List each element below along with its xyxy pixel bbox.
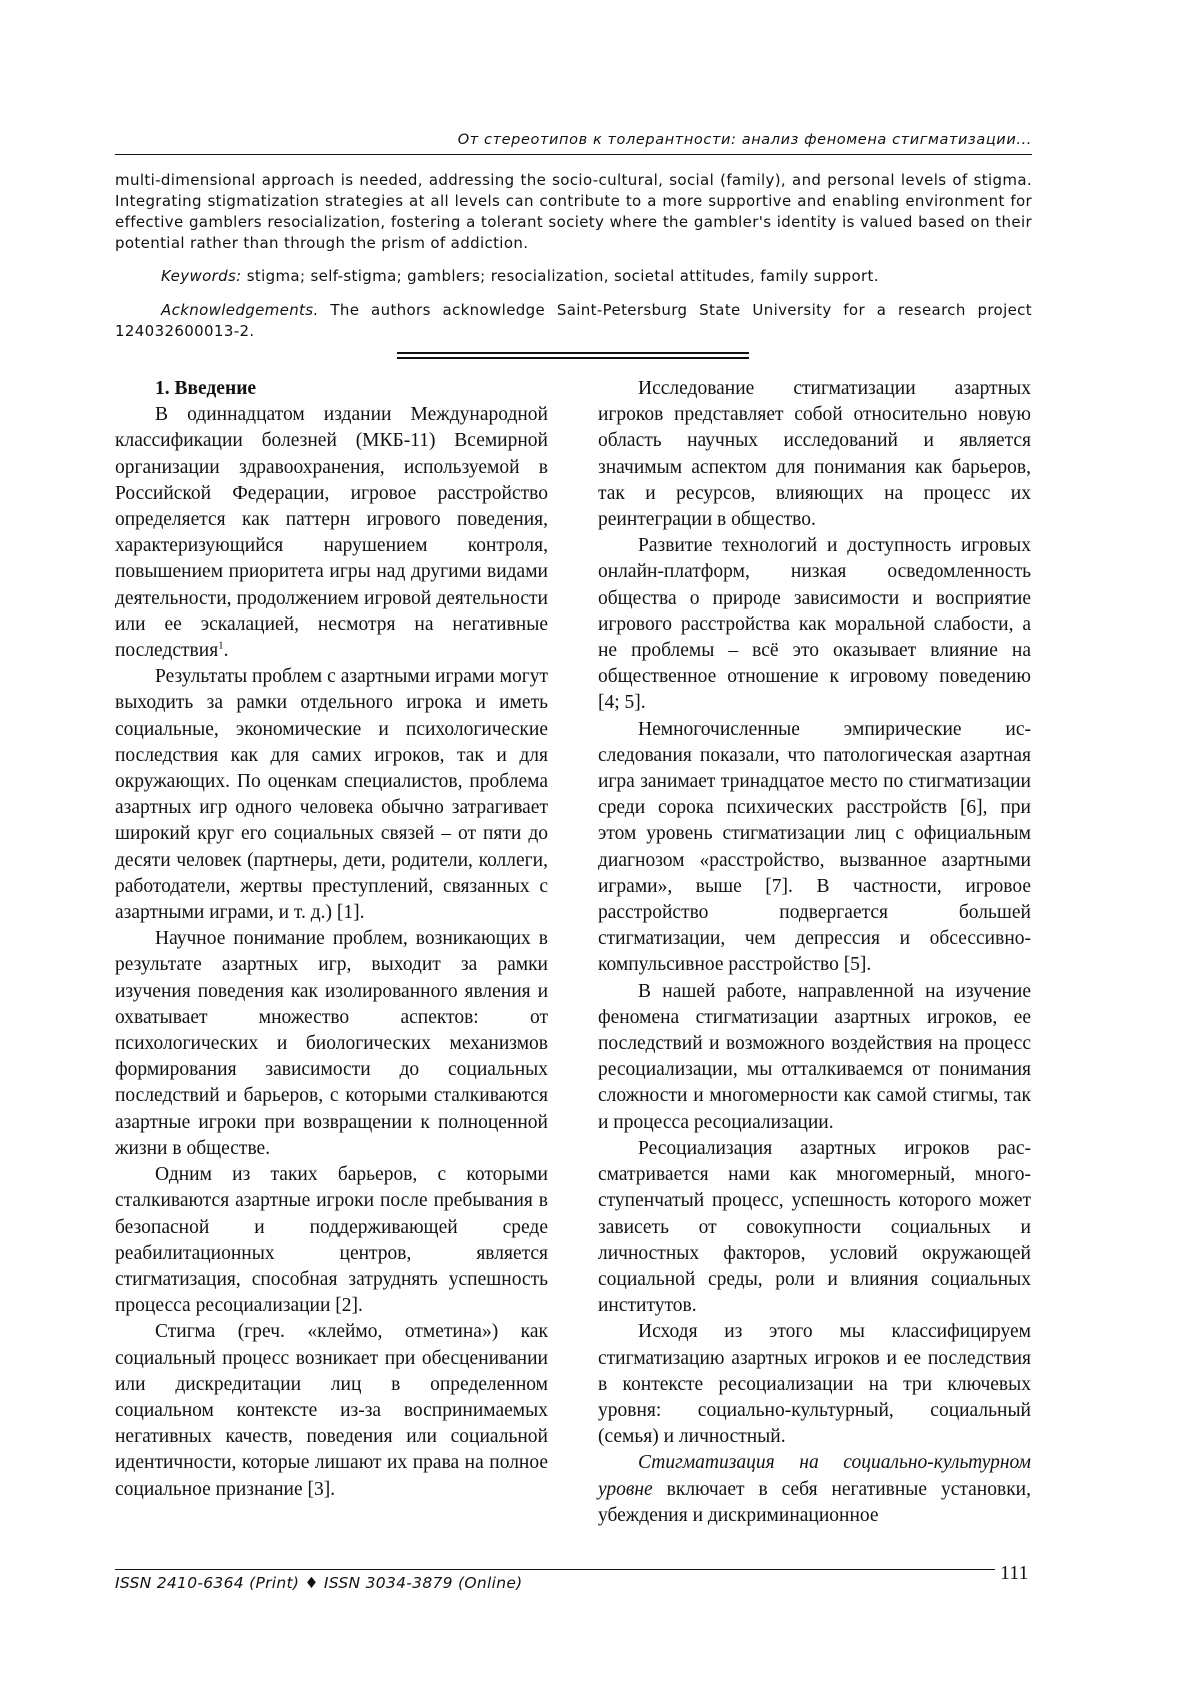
- footer-rule: [115, 1569, 995, 1570]
- issn-footer: ISSN 2410-6364 (Print) ♦ ISSN 3034-3879 (Online): [115, 1574, 523, 1592]
- left-column: [115, 376, 548, 1503]
- paragraph: [598, 1450, 1031, 1529]
- paragraph: Немногочисленные эмпирические исследования показали, что патологическая азартная игра занимает тринадцатое место по стигматизации среди сорока психических расстройств [6], при этом уровень стигматизации лиц с официальным диагнозом «расстройство, вызванное азартными играми», выше [7]. В частности, игровое расстройство подвергается большей стигматизации, чем депрессия и обсессивно-компульсивное расстройство [5].: [598, 718, 1031, 976]
- paragraph-text: В одиннадцатом издании Международной классификации болезней (МКБ-11) Всемирной организации здравоохранения, используемой в Российской Федерации, игровое расстройство определяется как паттерн игрового поведения, характеризующийся нарушением контроля, повышением приоритета игры над другими видами деятельности, продолжением игровой деятельности или ее эскалацией, несмотря на негативные последствия: [115, 404, 548, 662]
- paragraph: Стигма (греч. «клеймо, отметина») как социальный процесс возникает при обесценивании или дискредитации лиц в определенном социальном контексте из-за воспринимаемых негативных качеств, поведения или социальной идентичности, которые лишают их права на полное социальное признание [3].: [115, 1321, 548, 1500]
- abstract-text: multi-dimensional approach is needed, addressing the socio-cultural, social (family), and personal levels of stigma. Integrating stigmatization strategies at all levels can contribute to a more supportive and enabling environment for effective gamblers resocialization, fostering a tolerant society where the gambler's identity is valued based on their potential rather than through the prism of addiction.: [115, 171, 1032, 252]
- right-column: [598, 376, 1031, 1529]
- separator-rule-top: [397, 352, 749, 354]
- running-head: От стереотипов к толерантности: анализ феномена стигматизации...: [457, 132, 1032, 148]
- paragraph-text: включает в себя негативные установки, убеждения и дискриминационное: [598, 1478, 1031, 1526]
- paragraph: Результаты проблем с азартными играми могут выходить за рамки отдельного игрока и иметь социальные, экономические и психологические последствия как для самих игроков, так и для окружающих. По оценкам специалистов, проблема азартных игр одного человека обычно затрагивает широкий круг его социальных связей – от пяти до десяти человек (партнеры, дети, родители, коллеги, работодатели, жертвы преступлений, связанных с азартными играми, и т. д.) [1].: [115, 666, 548, 924]
- paragraph: Ресоциализация азартных игроков рассматривается нами как многомерный, многоступенчатый процесс, успешность которого может зависеть от совокупности социальных и личностных факторов, условий окружающей социальной среды, роли и влияния социальных институтов.: [598, 1137, 1031, 1317]
- page-number: 111: [1000, 1562, 1029, 1584]
- paragraph-end: .: [223, 640, 229, 662]
- italic-term: Стигматизация на социально-культурном уровне: [598, 1452, 1031, 1500]
- section-heading: 1. Введение: [155, 378, 257, 399]
- keywords: [115, 266, 1032, 287]
- footnote-marker: 1: [218, 639, 224, 652]
- separator-rule-bottom: [397, 357, 749, 359]
- paragraph: Научное понимание проблем, возникающих в результате азартных игр, выходит за рамки изучения поведения как изолированного явления и охватывает множество аспектов: от психологических и биологических механизмов формирования зависимости до социальных последствий и барьеров, с которыми сталкиваются азартные игроки при возвращении к полноценной жизни в обществе.: [115, 928, 548, 1159]
- acknowledgements-text: The authors acknowledge Saint-Petersburg State University for a research project 124032600013-2.: [115, 301, 1032, 340]
- keywords-label: Keywords:: [161, 267, 242, 285]
- paragraph: Развитие технологий и доступность игровых онлайн-платформ, низкая осведомленность общества о природе зависимости и восприятие игрового расстройства как моральной слабости, а не проблемы – всё это оказывает влияние на общественное отношение к игровому поведению [4; 5].: [598, 535, 1031, 714]
- paragraph: Исследование стигматизации азартных игроков представляет собой относительно новую область научных исследований и является значимым аспектом для понимания как барьеров, так и ресурсов, влияющих на процесс их реинтеграции в общество.: [598, 378, 1031, 531]
- paragraph: В нашей работе, направленной на изучение феномена стигматизации азартных игроков, ее последствий и возможного воздействия на процесс ресоциализации, мы отталкиваемся от понимания сложности и многомерности как самой стигмы, так и процесса ресоциализации.: [598, 980, 1031, 1133]
- acknowledgements: [115, 300, 1032, 342]
- paragraph: Одним из таких барьеров, с которыми сталкиваются азартные игроки после пребывания в безопасной и поддерживающей среде реабилитационных центров, является стигматизация, способная затруднять успешность процесса ресоциализации [2].: [115, 1164, 548, 1317]
- paragraph: Исходя из этого мы классифицируем стигматизацию азартных игроков и ее последствия в контексте ресоциализации на три ключевых уровня: социально-культурный, социальный (семья) и личностный.: [598, 1321, 1031, 1448]
- keywords-text: stigma; self-stigma; gamblers; resocialization, societal attitudes, family support.: [246, 267, 879, 285]
- paragraph: [115, 402, 548, 664]
- acknowledgements-label: Acknowledgements.: [161, 301, 319, 319]
- header-rule: [115, 154, 1032, 155]
